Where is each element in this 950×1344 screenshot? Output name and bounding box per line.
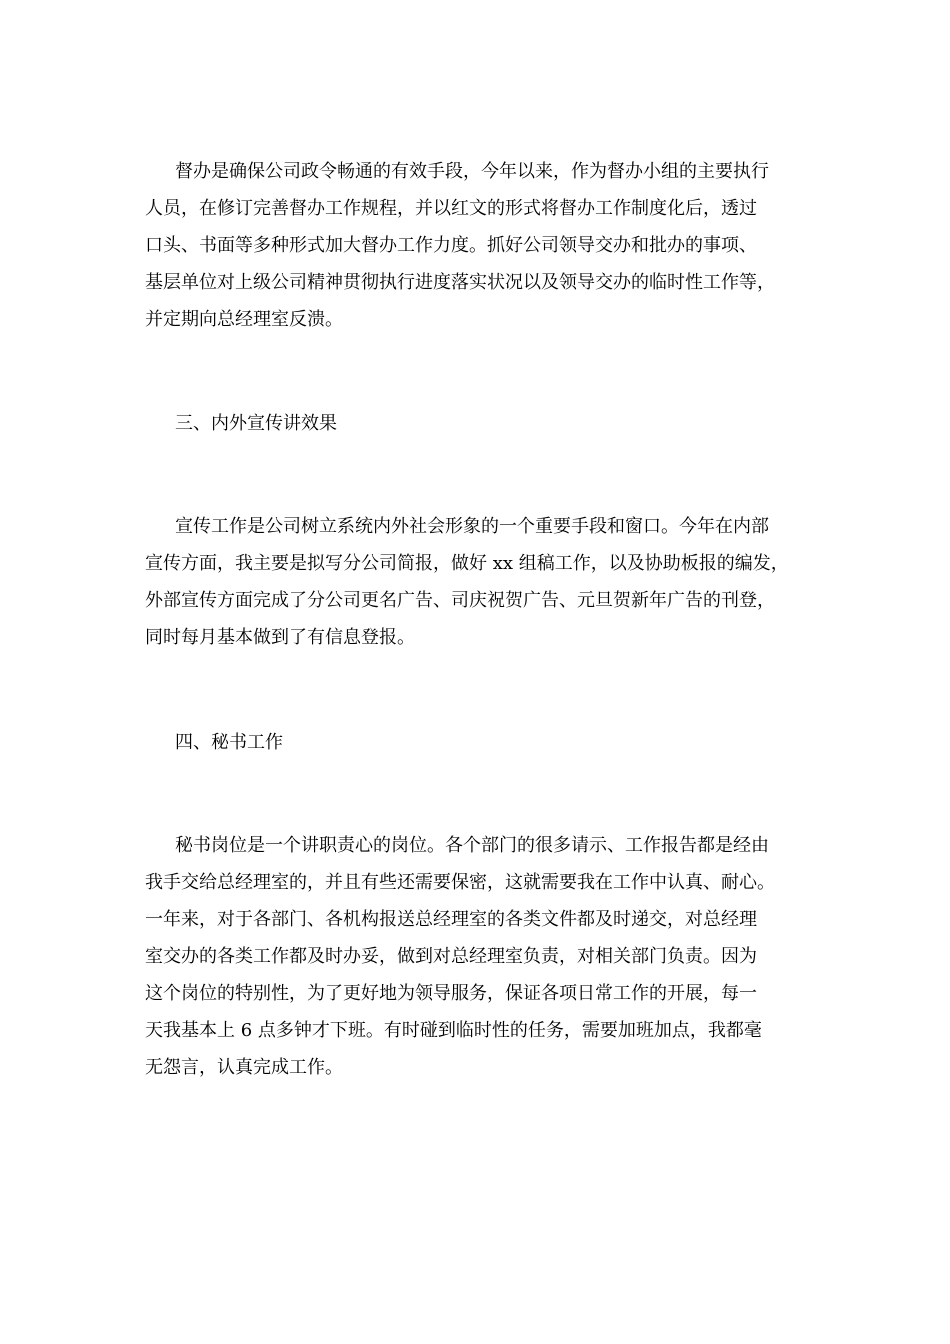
- paragraph-line: 天我基本上 6 点多钟才下班。有时碰到临时性的任务，需要加班加点，我都毫: [145, 1020, 762, 1041]
- paragraph-line: 室交办的各类工作都及时办妥，做到对总经理室负责，对相关部门负责。因为: [145, 946, 757, 967]
- section-heading-secretary: 四、秘书工作: [175, 732, 283, 753]
- paragraph-line: 宣传方面，我主要是拟写分公司简报，做好 xx 组稿工作，以及协助板报的编发，: [145, 553, 789, 574]
- paragraph-line: 同时每月基本做到了有信息登报。: [145, 627, 415, 648]
- paragraph-line: 宣传工作是公司树立系统内外社会形象的一个重要手段和窗口。今年在内部: [175, 516, 769, 537]
- paragraph-line: 并定期向总经理室反溃。: [145, 309, 343, 330]
- paragraph-line: 一年来，对于各部门、各机构报送总经理室的各类文件都及时递交，对总经理: [145, 909, 757, 930]
- paragraph-line: 这个岗位的特别性，为了更好地为领导服务，保证各项日常工作的开展，每一: [145, 983, 757, 1004]
- paragraph-line: 基层单位对上级公司精神贯彻执行进度落实状况以及领导交办的临时性工作等，: [145, 272, 775, 293]
- paragraph-publicity: [145, 508, 805, 656]
- paragraph-line: 我手交给总经理室的，并且有些还需要保密，这就需要我在工作中认真、耐心。: [145, 872, 775, 893]
- paragraph-line: 督办是确保公司政令畅通的有效手段，今年以来，作为督办小组的主要执行: [175, 161, 769, 182]
- paragraph-line: 无怨言，认真完成工作。: [145, 1057, 343, 1078]
- section-heading-publicity: 三、内外宣传讲效果: [175, 413, 337, 434]
- paragraph-line: 秘书岗位是一个讲职责心的岗位。各个部门的很多请示、工作报告都是经由: [175, 835, 769, 856]
- paragraph-line: 外部宣传方面完成了分公司更名广告、司庆祝贺广告、元旦贺新年广告的刊登，: [145, 590, 775, 611]
- paragraph-line: 口头、书面等多种形式加大督办工作力度。抓好公司领导交办和批办的事项、: [145, 235, 757, 256]
- paragraph-line: 人员，在修订完善督办工作规程，并以红文的形式将督办工作制度化后，透过: [145, 198, 757, 219]
- paragraph-supervision: [145, 153, 805, 338]
- paragraph-secretary: [145, 827, 805, 1086]
